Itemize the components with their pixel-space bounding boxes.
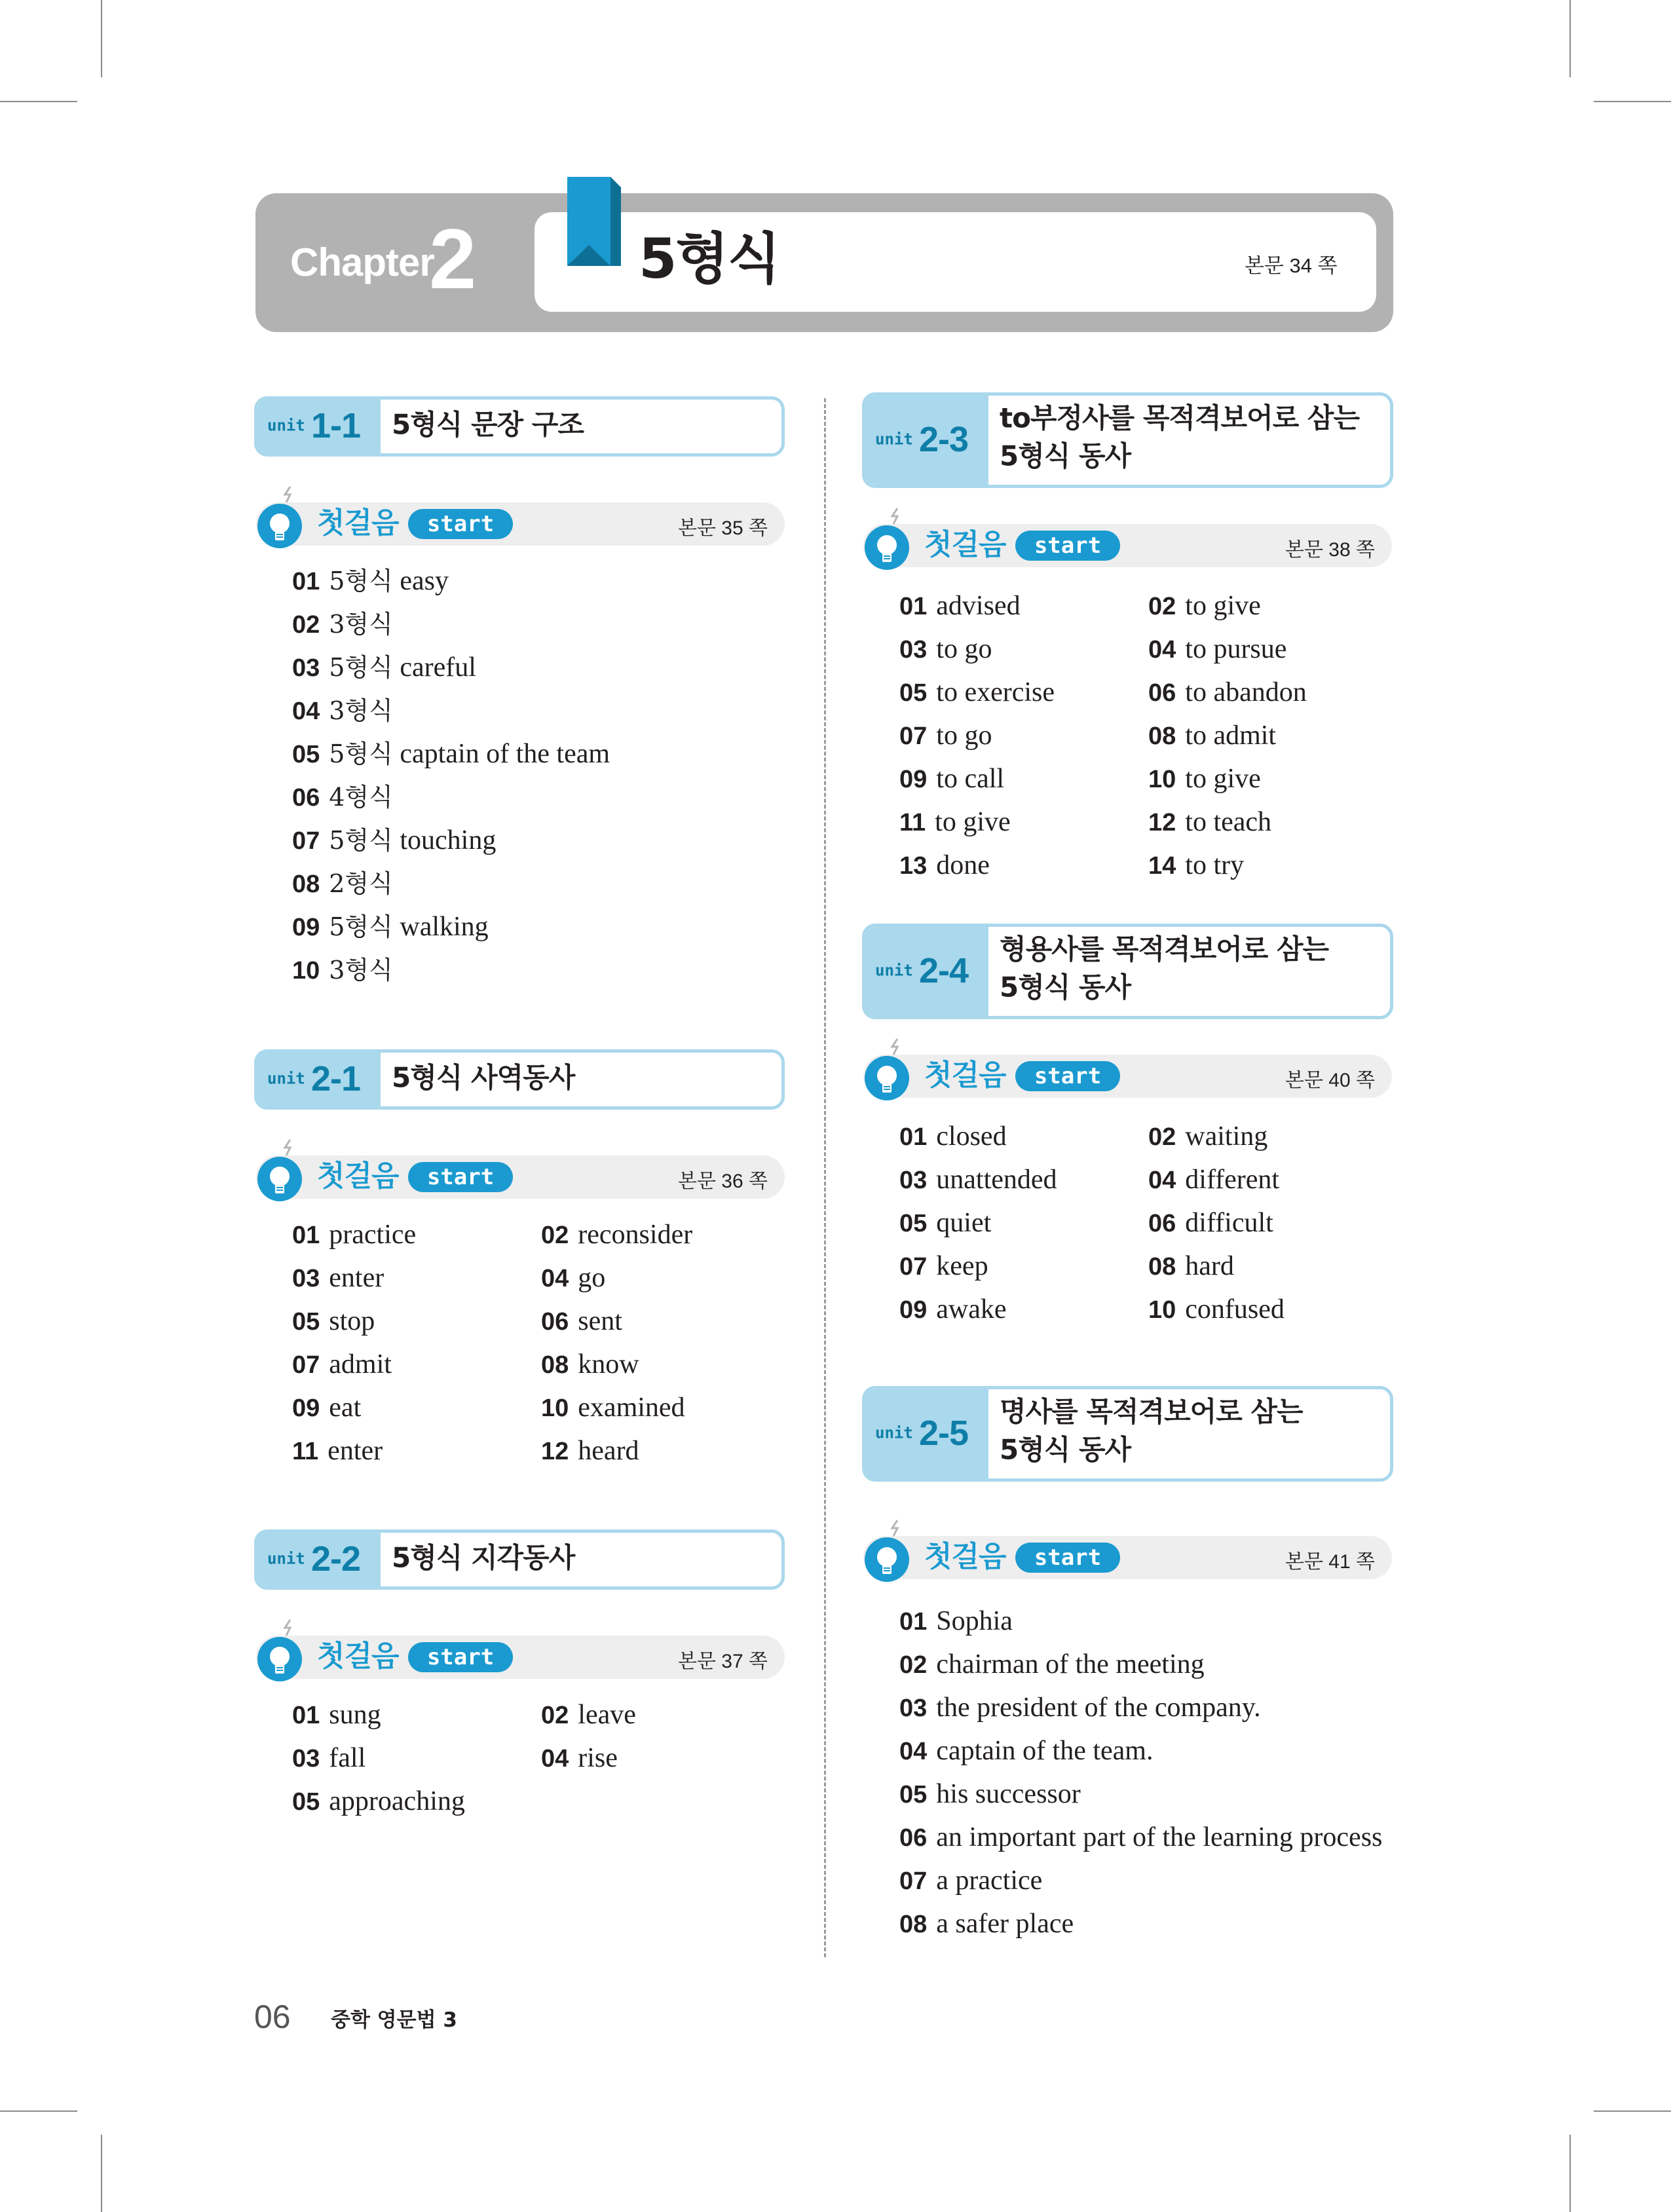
answer-item: 03 enter [292, 1263, 385, 1293]
crop-mark [1594, 2110, 1671, 2112]
unit-header-2-2 [254, 1529, 785, 1590]
answer-item: 06 difficult [1148, 1208, 1273, 1238]
crop-mark [101, 2135, 102, 2212]
page-ref: 본문 36 쪽 [678, 1171, 768, 1192]
answer-item: 01 advised [899, 591, 1021, 621]
answer-item: 06 sent [541, 1306, 622, 1336]
answer-item: 07 a practice [899, 1865, 1043, 1896]
unit-header-2-5 [862, 1386, 1393, 1482]
answer-item: 05 to exercise [899, 677, 1055, 707]
lightbulb-icon [256, 485, 307, 551]
unit-header-1-1 [254, 396, 785, 457]
page-ref: 본문 37 쪽 [678, 1651, 768, 1672]
answer-item: 06 to abandon [1148, 677, 1307, 707]
lightbulb-icon [863, 507, 914, 572]
lightbulb-icon [256, 1619, 307, 1684]
unit-title: 5형식 지각동사 [392, 1541, 575, 1574]
answer-item: 01 closed [899, 1121, 1007, 1152]
lightbulb-icon [863, 1519, 914, 1584]
answer-item: 05 his successor [899, 1779, 1081, 1809]
answer-item: 09 5형식 walking [292, 912, 489, 942]
answer-item: 09 eat [292, 1393, 362, 1423]
start-pill: start [1015, 531, 1120, 561]
answer-item: 01 practice [292, 1220, 417, 1250]
start-label: 첫걸음 [317, 1640, 399, 1673]
answer-item: 14 to try [1148, 850, 1245, 880]
start-pill: start [408, 1162, 513, 1192]
crop-mark [1569, 0, 1571, 77]
start-label: 첫걸음 [924, 1059, 1006, 1092]
answer-item: 07 to go [899, 721, 992, 751]
chapter-label: Chapter [290, 240, 434, 284]
answer-item: 05 quiet [899, 1208, 992, 1238]
start-label: 첫걸음 [924, 1540, 1006, 1573]
answer-item: 09 awake [899, 1294, 1007, 1324]
unit-title: 명사를 목적격보어로 삼는 5형식 동사 [1000, 1395, 1303, 1466]
answer-item: 04 to pursue [1148, 634, 1287, 664]
unit-number: 2-5 [919, 1413, 969, 1453]
unit-number: 2-4 [919, 950, 969, 990]
start-label: 첫걸음 [317, 1159, 399, 1193]
answer-item: 03 fall [292, 1743, 366, 1773]
answer-item: 07 admit [292, 1349, 392, 1379]
column-divider [824, 398, 826, 1957]
unit-number: 2-2 [311, 1539, 361, 1579]
start-band [256, 1636, 785, 1679]
unit-header-2-3 [862, 392, 1393, 488]
answer-item: 08 know [541, 1349, 639, 1379]
unit-word: unit [267, 416, 305, 435]
answer-item: 01 sung [292, 1700, 381, 1730]
answer-item: 03 to go [899, 634, 992, 664]
answer-item: 01 Sophia [899, 1606, 1013, 1636]
answer-item: 05 approaching [292, 1786, 465, 1816]
start-pill: start [408, 509, 513, 539]
answer-item: 05 5형식 captain of the team [292, 739, 610, 769]
answer-item: 03 the president of the company. [899, 1693, 1261, 1723]
crop-mark [0, 2110, 77, 2112]
answer-item: 10 confused [1148, 1294, 1285, 1324]
page-ref: 본문 38 쪽 [1285, 539, 1375, 561]
chapter-page-ref: 본문 34 쪽 [1245, 254, 1338, 277]
answer-item: 12 heard [541, 1436, 639, 1466]
page-ref: 본문 40 쪽 [1285, 1070, 1375, 1091]
answer-item: 05 stop [292, 1306, 375, 1336]
answer-item: 08 2형식 [292, 869, 393, 898]
answer-item: 02 3형식 [292, 610, 393, 639]
answer-item: 02 chairman of the meeting [899, 1649, 1205, 1679]
answer-item: 07 5형식 touching [292, 825, 497, 855]
unit-title: 5형식 문장 구조 [392, 408, 584, 441]
start-label: 첫걸음 [924, 528, 1006, 561]
answer-item: 04 rise [541, 1743, 618, 1773]
start-band [863, 524, 1392, 567]
answer-item: 04 captain of the team. [899, 1736, 1154, 1766]
answer-item: 02 reconsider [541, 1220, 693, 1250]
unit-word: unit [267, 1069, 305, 1088]
start-band [863, 1536, 1392, 1579]
unit-title: 형용사를 목적격보어로 삼는 5형식 동사 [1000, 933, 1329, 1003]
lightbulb-icon [863, 1038, 914, 1103]
start-band [256, 502, 785, 546]
answer-item: 08 a safer place [899, 1909, 1074, 1939]
page-ref: 본문 35 쪽 [678, 517, 768, 539]
lightbulb-icon [256, 1138, 307, 1204]
start-pill: start [1015, 1543, 1120, 1573]
crop-mark [0, 101, 77, 102]
crop-mark [1569, 2135, 1571, 2212]
answer-item: 06 4형식 [292, 783, 393, 812]
answer-item: 03 5형식 careful [292, 652, 476, 683]
crop-mark [1594, 101, 1671, 102]
start-pill: start [408, 1642, 513, 1672]
start-band [256, 1155, 785, 1199]
answer-item: 04 3형식 [292, 696, 393, 725]
crop-mark [101, 0, 102, 77]
answer-item: 02 leave [541, 1700, 636, 1730]
chapter-title: 5형식 [639, 227, 779, 291]
answer-item: 02 waiting [1148, 1121, 1268, 1152]
bookmark-icon [567, 177, 621, 266]
chapter-number: 2 [429, 211, 477, 307]
unit-title: to부정사를 목적격보어로 삼는 5형식 동사 [1000, 402, 1360, 472]
answer-item: 09 to call [899, 764, 1005, 794]
unit-title: 5형식 사역동사 [392, 1061, 575, 1094]
answer-item: 12 to teach [1148, 807, 1272, 837]
answer-item: 06 an important part of the learning process [899, 1822, 1383, 1852]
answer-item: 04 different [1148, 1165, 1280, 1195]
answer-item: 07 keep [899, 1251, 988, 1281]
answer-item: 13 done [899, 850, 990, 880]
answer-item: 03 unattended [899, 1165, 1057, 1195]
answer-item: 01 5형식 easy [292, 566, 449, 596]
unit-number: 2-1 [311, 1059, 361, 1098]
start-pill: start [1015, 1061, 1120, 1091]
answer-item: 08 hard [1148, 1251, 1234, 1281]
unit-word: unit [875, 430, 913, 449]
start-label: 첫걸음 [317, 506, 399, 540]
unit-word: unit [875, 1423, 913, 1442]
unit-header-2-1 [254, 1049, 785, 1110]
start-band [863, 1055, 1392, 1098]
answer-item: 08 to admit [1148, 721, 1277, 751]
answer-item: 04 go [541, 1263, 606, 1293]
answer-item: 10 3형식 [292, 956, 393, 984]
unit-word: unit [267, 1549, 305, 1568]
book-title: 중학 영문법 3 [331, 2008, 457, 2032]
unit-number: 1-1 [311, 405, 361, 445]
answer-item: 02 to give [1148, 591, 1261, 621]
unit-header-2-4 [862, 924, 1393, 1019]
page-number: 06 [254, 1998, 291, 2035]
answer-item: 11 enter [292, 1436, 383, 1466]
answer-item: 10 examined [541, 1393, 685, 1423]
unit-number: 2-3 [919, 419, 969, 459]
answer-item: 10 to give [1148, 764, 1261, 794]
unit-word: unit [875, 961, 913, 980]
page-ref: 본문 41 쪽 [1285, 1551, 1375, 1573]
answer-item: 11 to give [899, 807, 1011, 837]
